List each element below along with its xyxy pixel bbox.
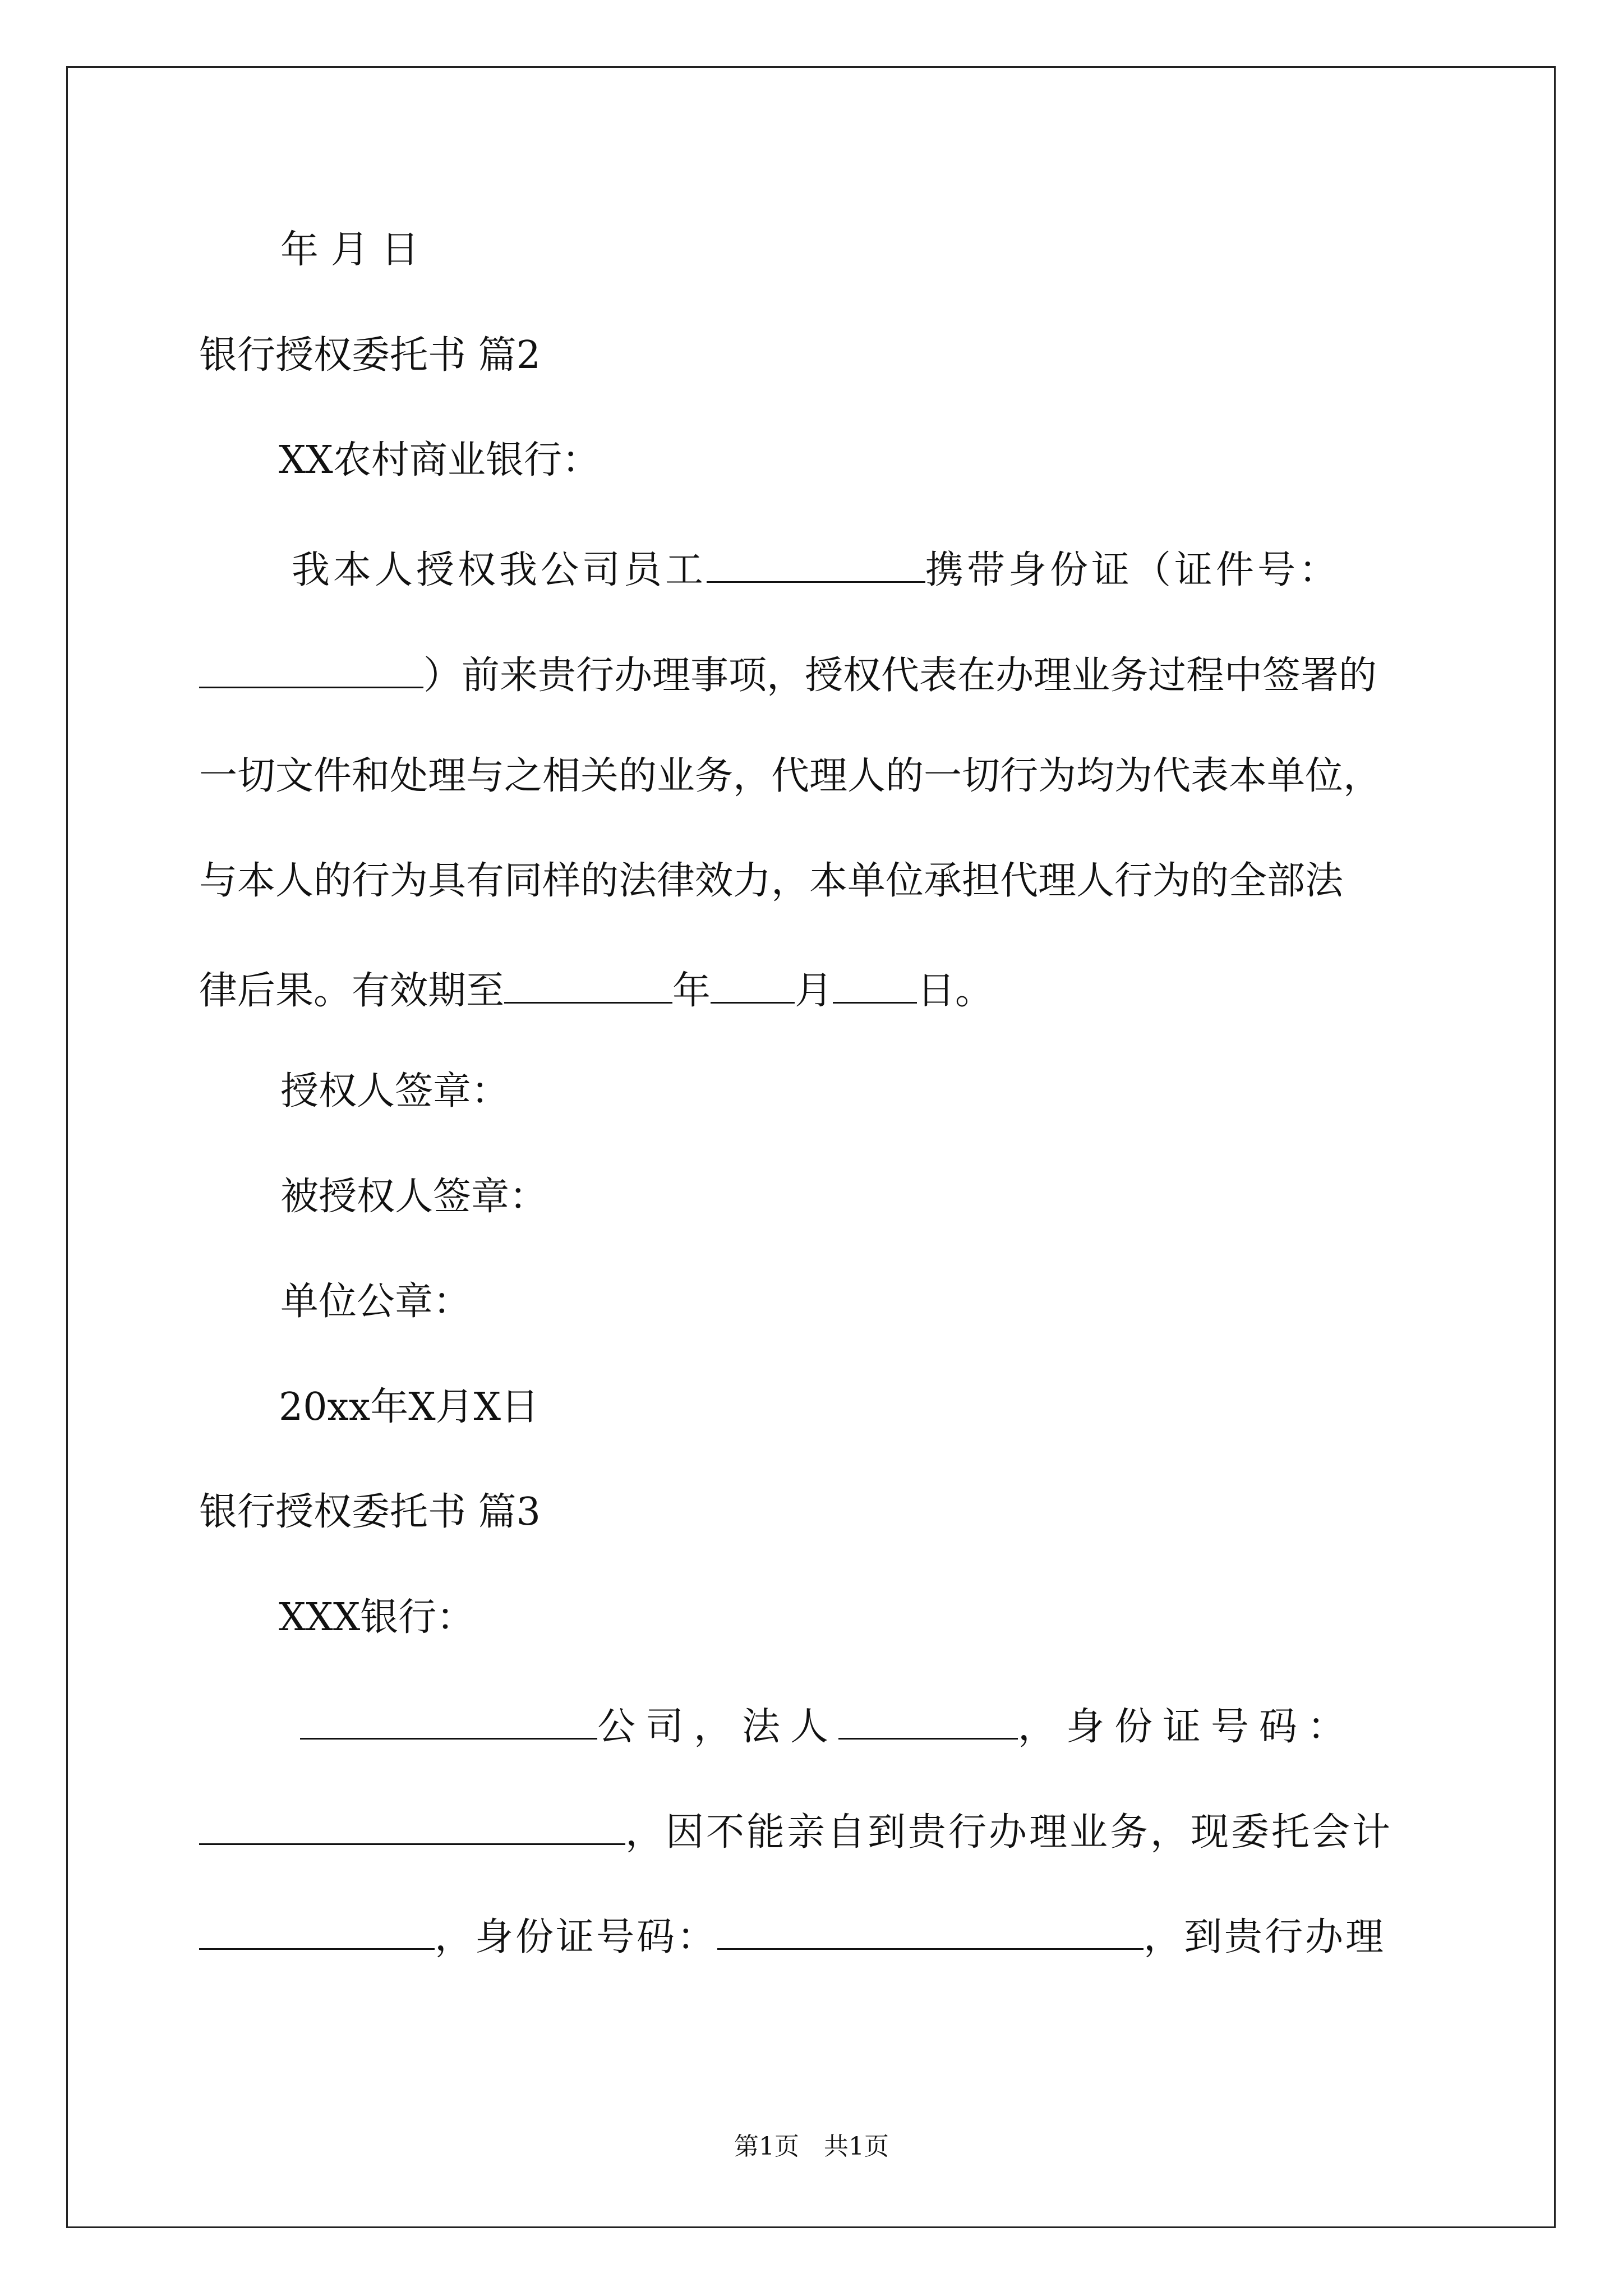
label-text: 被授权人签章：	[280, 1175, 548, 1219]
text-segment: 我本人授权我公司员工	[292, 548, 707, 593]
label-text: 单位公章：	[280, 1280, 472, 1324]
page-border	[66, 66, 1556, 2228]
text-segment: ，身份证号码：	[1018, 1705, 1356, 1750]
addressee-text: XX农村商业银行：	[279, 438, 600, 482]
body-line-2	[199, 652, 1377, 698]
text-segment: 公司，法人	[597, 1705, 839, 1750]
addressee-text: XXX银行：	[279, 1595, 475, 1640]
body3-line-1	[300, 1704, 1356, 1750]
text-segment: ，到贵行办理	[1144, 1915, 1386, 1960]
heading-text: 银行授权委托书 篇2	[199, 333, 541, 378]
blank-legal-person	[838, 1704, 1018, 1740]
body-line-3	[199, 754, 1382, 798]
blank-day	[833, 968, 917, 1004]
body-line-4	[199, 859, 1344, 903]
blank-id-number-legal	[199, 1809, 625, 1845]
section-heading-3	[199, 1490, 541, 1534]
body-line-5	[199, 968, 994, 1014]
page-footer: 第1页 共1页	[734, 2132, 889, 2161]
text-segment: 携带身份证（证件号：	[925, 548, 1341, 593]
text-segment: 一切文件和处理与之相关的业务，代理人的一切行为均为代表本单位，	[199, 754, 1382, 798]
text-segment: ，因不能亲自到贵行办理业务，现委托会计	[625, 1810, 1393, 1855]
text-segment: 年	[672, 969, 711, 1014]
body3-line-3	[199, 1914, 1386, 1960]
text-segment: 与本人的行为具有同样的法律效力，本单位承担代理人行为的全部法	[199, 859, 1344, 903]
company-seal-label	[280, 1280, 472, 1324]
blank-month	[711, 968, 795, 1004]
signature-grantee	[280, 1175, 548, 1219]
text-segment: 日。	[917, 969, 994, 1014]
label-text: 授权人签章：	[280, 1069, 510, 1114]
heading-text: 银行授权委托书 篇3	[199, 1490, 541, 1534]
text-segment: 月	[795, 969, 833, 1014]
blank-id-number	[199, 652, 423, 688]
blank-accountant	[199, 1914, 435, 1950]
blank-year	[504, 968, 672, 1004]
date-text: 年 月 日	[280, 228, 419, 272]
date-text: 20xx年X月X日	[279, 1385, 540, 1429]
section-heading-2	[199, 333, 541, 378]
blank-id-number-accountant	[717, 1914, 1144, 1950]
text-segment: ）前来贵行办理事项，授权代表在办理业务过程中签署的	[423, 654, 1377, 698]
addressee-line-3	[279, 1595, 475, 1640]
addressee-line-2	[279, 438, 600, 482]
text-segment: ，身份证号码：	[435, 1915, 718, 1960]
signature-grantor	[280, 1069, 510, 1114]
blank-employee	[707, 547, 925, 583]
body-line-1	[292, 547, 1341, 593]
date-line-top	[280, 228, 419, 272]
blank-company	[300, 1704, 597, 1740]
date-line-2	[279, 1385, 540, 1429]
text-segment: 律后果。有效期至	[199, 969, 505, 1014]
body3-line-2	[199, 1809, 1393, 1855]
